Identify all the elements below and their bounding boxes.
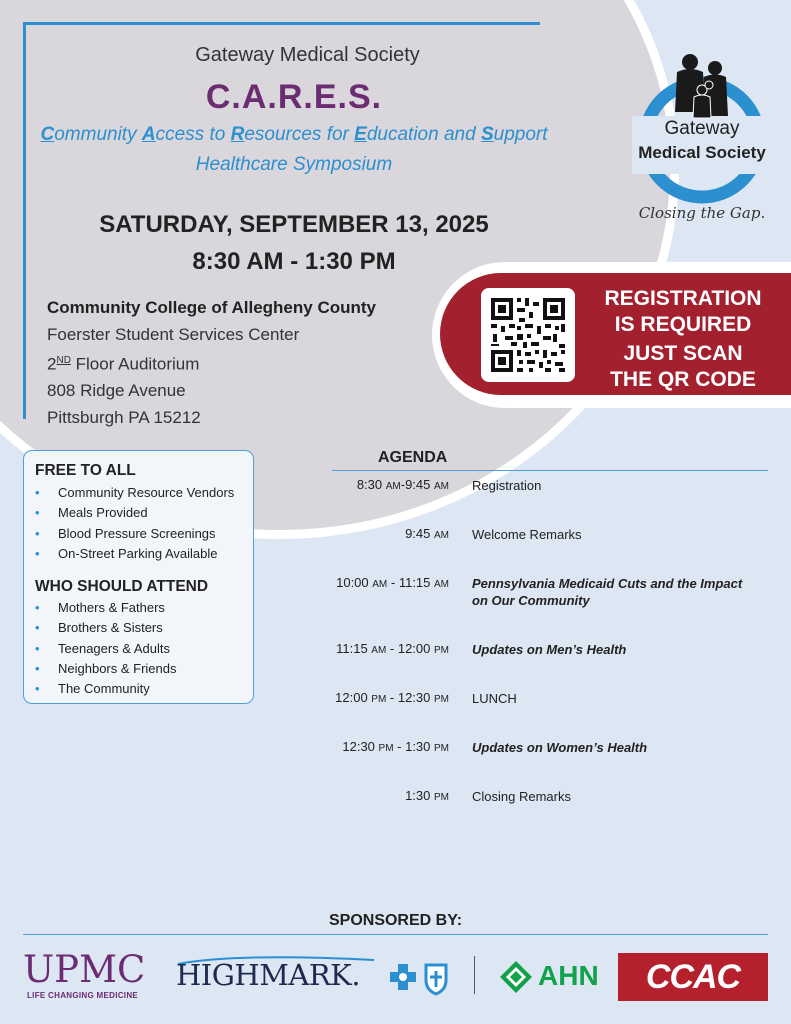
list-item: • Neighbors & Friends: [35, 659, 177, 679]
venue-building: Foerster Student Services Center: [47, 324, 300, 344]
free-heading: FREE TO ALL: [35, 462, 136, 479]
top-rule: [23, 22, 540, 25]
agenda-time: 10:00 AM - 11:15 AM: [336, 575, 449, 590]
org-name: Gateway Medical Society: [195, 44, 420, 66]
sponsors-heading: SPONSORED BY:: [328, 912, 463, 929]
sponsors-rule: [23, 934, 768, 935]
highmark-logo: HIGHMARK.: [176, 958, 361, 992]
venue-street: 808 Ridge Avenue: [47, 381, 186, 401]
agenda-title: Updates on Men’s Health: [472, 642, 627, 657]
list-item: • Teenagers & Adults: [35, 639, 177, 659]
agenda-time: 9:45 AM: [405, 526, 449, 541]
list-item: • Blood Pressure Screenings: [35, 524, 234, 544]
registration-text: [590, 286, 776, 393]
list-item: • Meals Provided: [35, 503, 234, 523]
agenda-title: Closing Remarks: [472, 789, 571, 804]
gateway-logo-icon: [632, 50, 772, 230]
tagline-acronym-line: Community Access to Resources for Education and Support: [40, 124, 548, 145]
agenda-title: Pennsylvania Medicaid Cuts and the Impact on Our Community: [472, 576, 743, 608]
agenda-time: 11:15 AM - 12:00 PM: [336, 641, 449, 656]
ccac-logo: CCAC: [618, 953, 768, 1001]
agenda-heading: AGENDA: [378, 449, 448, 466]
logo-line-gateway: Gateway: [664, 118, 740, 139]
event-tagline: [0, 120, 588, 180]
logo-slogan: Closing the Gap.: [638, 204, 766, 222]
agenda-rule: [332, 470, 768, 471]
qr-code-icon[interactable]: [481, 288, 575, 382]
event-date: SATURDAY, SEPTEMBER 13, 2025: [99, 211, 489, 238]
event-title: C.A.R.E.S.: [205, 78, 383, 116]
attend-heading: WHO SHOULD ATTEND: [35, 578, 209, 595]
agenda-time: 12:30 PM - 1:30 PM: [342, 739, 449, 754]
list-item: • The Community: [35, 679, 177, 699]
event-time: 8:30 AM - 1:30 PM: [192, 248, 396, 275]
registration-line-1: REGISTRATION: [604, 287, 762, 310]
ahn-logo: AHN: [538, 960, 599, 991]
upmc-logo: UPMC: [23, 948, 146, 991]
venue-city: Pittsburgh PA 15212: [47, 407, 201, 427]
registration-line-3: JUST SCAN: [623, 342, 743, 365]
info-box: [23, 450, 254, 704]
agenda-title: Registration: [472, 478, 542, 493]
ahn-diamond-icon: [498, 959, 534, 995]
list-item: • Brothers & Sisters: [35, 618, 177, 638]
registration-line-2: IS REQUIRED: [614, 313, 752, 336]
attend-list: [35, 598, 177, 699]
sponsor-divider: [474, 956, 475, 994]
venue-address: [47, 295, 376, 431]
list-item: • On-Street Parking Available: [35, 544, 234, 564]
agenda-title: Updates on Women’s Health: [472, 740, 648, 755]
agenda-time: 12:00 PM - 12:30 PM: [335, 690, 449, 705]
venue-name: Community College of Allegheny County: [47, 298, 376, 317]
venue-floor: 2ND Floor Auditorium: [47, 354, 200, 374]
registration-line-4: THE QR CODE: [610, 368, 756, 391]
agenda-title: Welcome Remarks: [472, 527, 582, 542]
list-item: • Community Resource Vendors: [35, 483, 234, 503]
logo-line-medical-society: Medical Society: [638, 143, 766, 162]
agenda-title: LUNCH: [472, 691, 517, 706]
event-subtitle: Healthcare Symposium: [195, 154, 393, 175]
free-list: [35, 483, 234, 564]
list-item: • Mothers & Fathers: [35, 598, 177, 618]
upmc-tagline: LIFE CHANGING MEDICINE: [27, 991, 139, 1000]
agenda-time: 1:30 PM: [405, 788, 449, 803]
blue-cross-blue-shield-icon: [388, 962, 452, 996]
agenda-time: 8:30 AM-9:45 AM: [356, 477, 449, 492]
